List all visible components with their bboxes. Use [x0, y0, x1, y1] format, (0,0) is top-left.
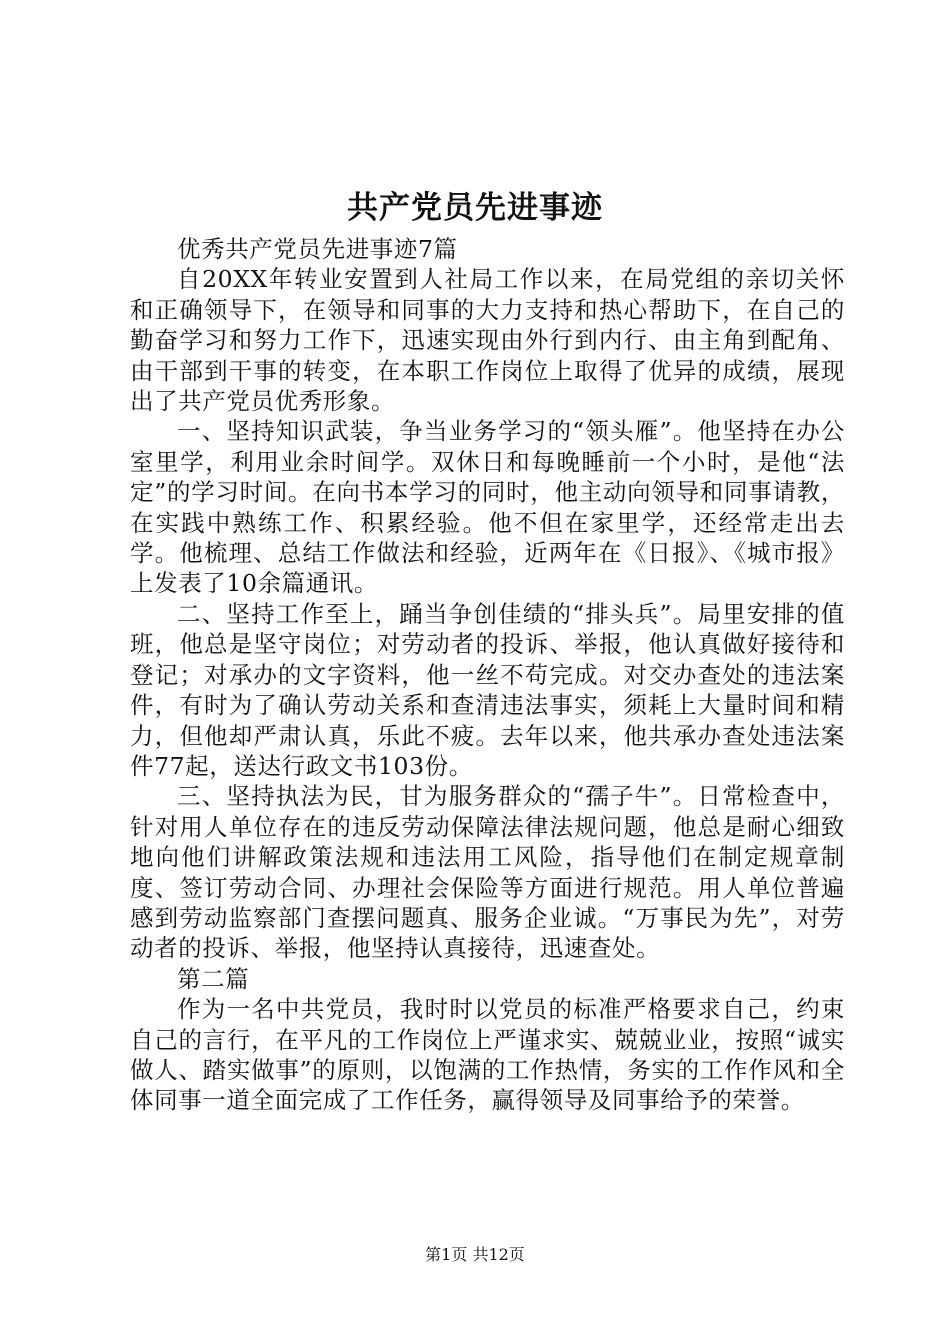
paragraph-section-3: 三、坚持执法为民，甘为服务群众的“孺子牛”。日常检查中，针对用人单位存在的违反劳动保障法律法规问题，他总是耐心细致地向他们讲解政策法规和违法用工风险，指导他们在制定规章制度、签订劳动合同、办理社会保险等方面进行规范。用人单位普遍感到劳动监察部门查摆问题真、服务企业诚。“万事民为先”，对劳动者的投诉、举报，他坚持认真接待，迅速查处。: [130, 782, 845, 963]
paragraph-chapter-2: 作为一名中共党员，我时时以党员的标准严格要求自己，约束自己的言行，在平凡的工作岗位上严谨求实、兢兢业业，按照“诚实做人、踏实做事”的原则，以饱满的工作热情，务实的工作作风和全体同事一道全面完成了工作任务，赢得领导及同事给予的荣誉。: [130, 995, 845, 1115]
page-number-footer: 第1页 共12页: [425, 1245, 525, 1264]
paragraph-subtitle: 优秀共产党员先进事迹7篇: [177, 235, 458, 263]
paragraph-section-2: 二、坚持工作至上，踊当争创佳绩的“排头兵”。局里安排的值班，他总是坚守岗位；对劳动者的投诉、举报，他认真做好接待和登记；对承办的文字资料，他一丝不苟完成。对交办查处的违法案件，有时为了确认劳动关系和查清违法事实，须耗上大量时间和精力，但他却严肃认真，乐此不疲。去年以来，他共承办查处违法案件77起，送达行政文书103份。: [130, 599, 845, 780]
document-body: [130, 234, 845, 1116]
paragraph-intro: 自20XX年转业安置到人社局工作以来，在局党组的亲切关怀和正确领导下，在领导和同事的大力支持和热心帮助下，在自己的勤奋学习和努力工作下，迅速实现由外行到内行、由主角到配角、由干部到干事的转变，在本职工作岗位上取得了优异的成绩，展现出了共产党员优秀形象。: [130, 265, 845, 416]
paragraph-section-1: 一、坚持知识武装，争当业务学习的“领头雁”。他坚持在办公室里学，利用业余时间学。双休日和每晚睡前一个小时，是他“法定”的学习时间。在向书本学习的同时，他主动向领导和同事请教，在实践中熟练工作、积累经验。他不但在家里学，还经常走出去学。他梳理、总结工作做法和经验，近两年在《日报》、《城市报》上发表了10余篇通讯。: [130, 417, 845, 598]
document-title: 共产党员先进事迹: [347, 190, 603, 226]
paragraph-chapter-heading: 第二篇: [177, 964, 250, 993]
